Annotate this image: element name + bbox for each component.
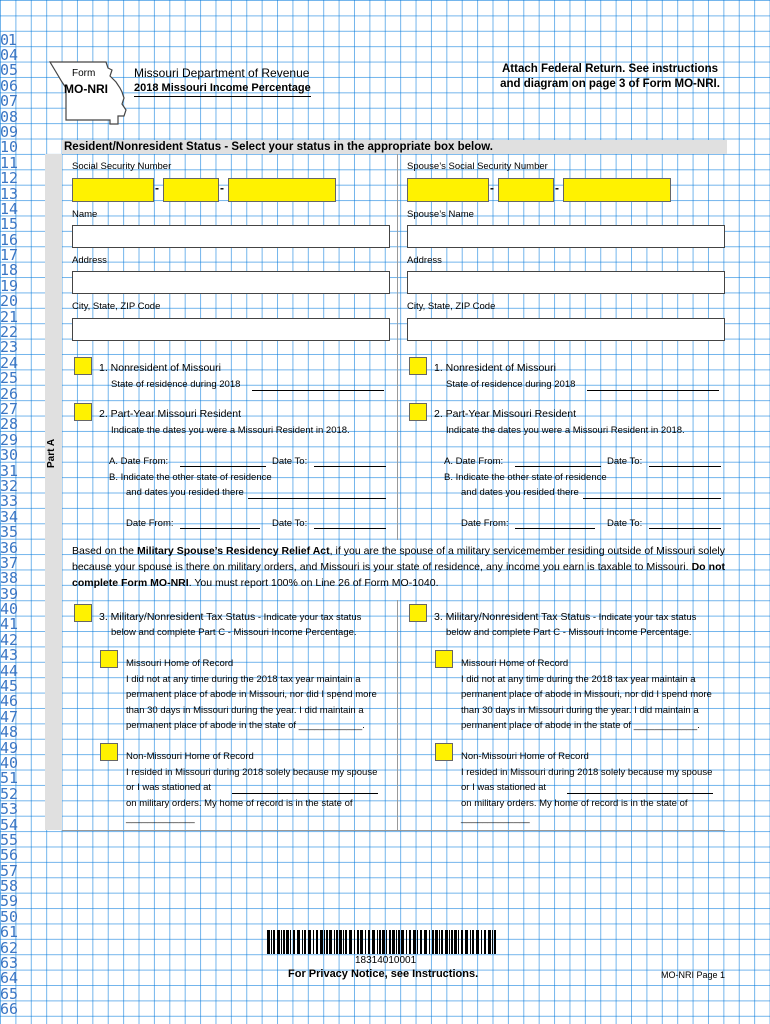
- spouse-b-dates-label: and dates you resided there: [461, 487, 579, 498]
- form-code: MO-NRI: [64, 82, 108, 96]
- ruler-number: 61: [0, 923, 19, 942]
- barcode-bar: [398, 930, 400, 954]
- missouri-home-line-4: permanent place of abode in the state of ____________.: [126, 720, 365, 731]
- spouse-military-status-rest: - Indicate your tax status: [590, 612, 697, 623]
- missouri-home-line-2: permanent place of abode in Missouri, nor did I spend more: [126, 689, 377, 700]
- ruler-number: 48: [0, 723, 19, 742]
- military-status-instruction: below and complete Part C - Missouri Income Percentage.: [111, 627, 357, 638]
- spouse-a-date-to-line[interactable]: [649, 466, 721, 467]
- left-ruler: [0, 48, 40, 1018]
- ruler-number: 34: [0, 507, 19, 526]
- spouse-non-missouri-home-line-4: _____________: [461, 813, 530, 824]
- barcode-bar: [372, 930, 375, 954]
- ruler-number: 53: [0, 800, 19, 819]
- spouse-a-date-from-line[interactable]: [515, 466, 601, 467]
- ruler-number: 13: [0, 184, 19, 203]
- spouse-part-year-instruction: Indicate the dates you were a Missouri Resident in 2018.: [446, 425, 685, 436]
- spouse-part-year-checkbox[interactable]: [409, 403, 427, 421]
- b-dates-label: and dates you resided there: [126, 487, 244, 498]
- barcode-bar: [345, 930, 347, 954]
- military-status-title: 3. Military/Nonresident Tax Status: [99, 611, 256, 623]
- missouri-home-title: Missouri Home of Record: [126, 658, 234, 669]
- barcode-bar: [329, 930, 332, 954]
- column-divider-lower: [397, 600, 398, 830]
- ruler-number: 46: [0, 692, 19, 711]
- missouri-home-line-1: I did not at any time during the 2018 tax year maintain a: [126, 674, 361, 685]
- city-field[interactable]: [72, 318, 390, 341]
- b-date-to-label: Date To:: [272, 518, 308, 529]
- ruler-number: 52: [0, 784, 19, 803]
- barcode-bar: [441, 930, 443, 954]
- non-missouri-home-line-1: I resided in Missouri during 2018 solely because my spouse: [126, 767, 378, 778]
- form-title: 2018 Missouri Income Percentage: [134, 82, 311, 97]
- barcode-bar: [377, 930, 378, 954]
- barcode-bar: [429, 930, 430, 954]
- ruler-number: 29: [0, 430, 19, 449]
- ruler-number: 14: [0, 199, 19, 218]
- barcode-bar: [283, 930, 285, 954]
- spouse-non-missouri-home-line-1: I resided in Missouri during 2018 solely because my spouse: [461, 767, 713, 778]
- spouse-b-date-to-label: Date To:: [607, 518, 643, 529]
- state-of-residence-label: State of residence during 2018: [111, 379, 241, 390]
- ruler-number: 40: [0, 753, 19, 772]
- ruler-number: 66: [0, 1000, 19, 1019]
- spouse-non-missouri-home-checkbox[interactable]: [435, 743, 453, 761]
- column-divider: [397, 154, 398, 540]
- part-a-sidebar: [45, 154, 62, 540]
- ruler-number: 63: [0, 954, 19, 973]
- ruler-number: 31: [0, 461, 19, 480]
- spouse-ssn-field-part1[interactable]: [407, 178, 489, 202]
- ruler-number: 07: [0, 92, 19, 111]
- spouse-a-date-from-label: A. Date From:: [444, 456, 504, 467]
- part-a-label: Part A: [46, 438, 57, 468]
- barcode-bar: [449, 930, 450, 954]
- spouse-b-other-state-label: B. Indicate the other state of residence: [444, 472, 607, 483]
- barcode-bar: [401, 930, 404, 954]
- ruler-number: 16: [0, 230, 19, 249]
- ruler-number: 28: [0, 415, 19, 434]
- barcode-bar: [293, 930, 295, 954]
- part-year-label: 2. Part-Year Missouri Resident: [99, 408, 242, 420]
- ruler-number: 12: [0, 169, 19, 188]
- a-date-from-label: A. Date From:: [109, 456, 169, 467]
- ssn-label: Social Security Number: [72, 161, 172, 172]
- status-section-header: Resident/Nonresident Status - Select your status in the appropriate box below.: [62, 140, 727, 154]
- missouri-home-checkbox[interactable]: [100, 650, 118, 668]
- barcode-bar: [320, 930, 323, 954]
- spouse-missouri-home-line-3: than 30 days in Missouri during the year. I did maintain a: [461, 705, 699, 716]
- spouse-b-date-from-line[interactable]: [515, 528, 595, 529]
- ruler-number: 17: [0, 246, 19, 265]
- barcode-bar: [492, 930, 493, 954]
- ssn-dash: -: [155, 181, 159, 195]
- ruler-number: 39: [0, 584, 19, 603]
- ruler-number: 25: [0, 369, 19, 388]
- barcode-bar: [413, 930, 416, 954]
- ruler-number: 44: [0, 661, 19, 680]
- ruler-number: 08: [0, 107, 19, 126]
- barcode-bar: [458, 930, 459, 954]
- military-status-rest: - Indicate your tax status: [255, 612, 362, 623]
- barcode-bar: [379, 930, 381, 954]
- barcode-bar: [494, 930, 496, 954]
- ruler-number: 59: [0, 892, 19, 911]
- ruler-number: 10: [0, 138, 19, 157]
- address-label: Address: [72, 255, 107, 266]
- ruler-number: 54: [0, 815, 19, 834]
- department-name: Missouri Department of Revenue: [134, 66, 310, 80]
- ruler-number: 15: [0, 215, 19, 234]
- barcode-bar: [420, 930, 422, 954]
- spouse-name-label: Spouse’s Name: [407, 209, 474, 220]
- spouse-non-missouri-home-line-3: on military orders. My home of record is in the state of: [461, 798, 688, 809]
- barcode-bar: [392, 930, 395, 954]
- a-date-to-line[interactable]: [314, 466, 386, 467]
- barcode-bar: [297, 930, 300, 954]
- barcode-bar: [308, 930, 311, 954]
- ruler-number: 37: [0, 553, 19, 572]
- nonresident-label: 1. Nonresident of Missouri: [99, 362, 221, 374]
- barcode-bar: [336, 930, 338, 954]
- barcode-bar: [409, 930, 411, 954]
- ruler-number: 43: [0, 646, 19, 665]
- name-label: Name: [72, 209, 98, 220]
- barcode-bar: [349, 930, 352, 954]
- ruler-number: 51: [0, 769, 19, 788]
- barcode-bar: [273, 930, 275, 954]
- barcode-bar: [389, 930, 391, 954]
- ruler-number: 36: [0, 538, 19, 557]
- spouse-missouri-home-line-1: I did not at any time during the 2018 tax year maintain a: [461, 674, 696, 685]
- barcode-bar: [324, 930, 325, 954]
- part-year-instruction: Indicate the dates you were a Missouri Resident in 2018.: [111, 425, 350, 436]
- barcode-bar: [313, 930, 314, 954]
- ssn-dash: -: [555, 181, 559, 195]
- b-date-from-label: Date From:: [126, 518, 174, 529]
- msrr-text-pre: Based on the: [72, 545, 137, 557]
- ruler-number: 32: [0, 476, 19, 495]
- barcode-bar: [354, 930, 355, 954]
- spouse-military-status-instruction: below and complete Part C - Missouri Income Percentage.: [446, 627, 692, 638]
- barcode-bar: [454, 930, 457, 954]
- ssn-field-part3[interactable]: [228, 178, 336, 202]
- spouse-military-status-title: 3. Military/Nonresident Tax Status: [434, 611, 591, 623]
- non-missouri-home-line-3: on military orders. My home of record is in the state of: [126, 798, 353, 809]
- b-other-state-label: B. Indicate the other state of residence: [109, 472, 272, 483]
- ruler-number: 19: [0, 276, 19, 295]
- spouse-nonresident-checkbox[interactable]: [409, 357, 427, 375]
- ruler-number: 47: [0, 707, 19, 726]
- ruler-number: 23: [0, 338, 19, 357]
- attach-line-1: Attach Federal Return. See instructions: [502, 63, 718, 75]
- ruler-number: 06: [0, 76, 19, 95]
- spouse-missouri-home-title: Missouri Home of Record: [461, 658, 569, 669]
- ruler-number: 11: [0, 153, 19, 172]
- name-field[interactable]: [72, 225, 390, 248]
- ruler-number: 62: [0, 938, 19, 957]
- barcode-number: 18314010001: [355, 955, 417, 966]
- ruler-number: 24: [0, 353, 19, 372]
- barcode-bar: [304, 930, 306, 954]
- spouse-state-of-residence-line[interactable]: [587, 390, 719, 391]
- ruler-number: 22: [0, 323, 19, 342]
- barcode-bar: [360, 930, 363, 954]
- ruler-number: 41: [0, 615, 19, 634]
- barcode-bar: [290, 930, 291, 954]
- msrr-do-not-complete: Do not complete Form MO-NRI: [72, 561, 725, 589]
- spouse-military-status-checkbox[interactable]: [409, 604, 427, 622]
- spouse-military-status-label: [434, 611, 696, 623]
- barcode-bar: [470, 930, 471, 954]
- spouse-b-date-to-line[interactable]: [649, 528, 721, 529]
- part-b-sidebar: [45, 540, 62, 830]
- spouse-missouri-home-line-2: permanent place of abode in Missouri, nor did I spend more: [461, 689, 712, 700]
- barcode-bar: [271, 930, 272, 954]
- non-missouri-home-line-2: or I was stationed at: [126, 782, 212, 793]
- ruler-number: 04: [0, 46, 19, 64]
- attach-instructions: [480, 62, 740, 92]
- barcode-bar: [481, 930, 482, 954]
- non-missouri-home-title: Non-Missouri Home of Record: [126, 751, 254, 762]
- top-ruler: [0, 0, 770, 48]
- ruler-number: 55: [0, 830, 19, 849]
- spouse-address-label: Address: [407, 255, 442, 266]
- barcode-bar: [302, 930, 303, 954]
- address-field[interactable]: [72, 271, 390, 294]
- barcode-bar: [386, 930, 387, 954]
- military-status-checkbox[interactable]: [74, 604, 92, 622]
- ruler-number: 33: [0, 492, 19, 511]
- barcode-bar: [339, 930, 342, 954]
- barcode-bar: [281, 930, 282, 954]
- barcode-bar: [476, 930, 479, 954]
- barcode-bar: [396, 930, 397, 954]
- ruler-number: 20: [0, 292, 19, 311]
- spouse-b-other-state-line[interactable]: [583, 498, 721, 499]
- spouse-city-label: City, State, ZIP Code: [407, 301, 496, 312]
- spouse-city-field[interactable]: [407, 318, 725, 341]
- ruler-number: 50: [0, 907, 19, 926]
- ruler-number: 26: [0, 384, 19, 403]
- barcode-bar: [382, 930, 385, 954]
- barcode-bar: [334, 930, 335, 954]
- spouse-ssn-field-part2[interactable]: [498, 178, 554, 202]
- barcode-bar: [445, 930, 448, 954]
- barcode-bar: [417, 930, 418, 954]
- spouse-nonresident-label: 1. Nonresident of Missouri: [434, 362, 556, 374]
- ruler-number: 64: [0, 969, 19, 988]
- barcode-bar: [424, 930, 427, 954]
- nonresident-checkbox[interactable]: [74, 357, 92, 375]
- spouse-non-missouri-home-title: Non-Missouri Home of Record: [461, 751, 589, 762]
- barcode-bar: [451, 930, 453, 954]
- ruler-number: 30: [0, 446, 19, 465]
- msrr-text-post: . You must report 100% on Line 26 of Form MO-1040.: [188, 577, 439, 589]
- ruler-number: 35: [0, 523, 19, 542]
- ssn-field-part2[interactable]: [163, 178, 219, 202]
- ruler-number: 38: [0, 569, 19, 588]
- non-missouri-home-line-4: _____________: [126, 813, 195, 824]
- msrr-paragraph: [72, 543, 725, 591]
- barcode-bar: [435, 930, 438, 954]
- ruler-number: 05: [0, 61, 19, 80]
- ruler-number: 09: [0, 122, 19, 141]
- spouse-a-date-to-label: Date To:: [607, 456, 643, 467]
- barcode-bar: [465, 930, 468, 954]
- barcode-bar: [406, 930, 407, 954]
- spouse-stationed-at-line[interactable]: [567, 793, 713, 794]
- barcode-bar: [461, 930, 463, 954]
- barcode-bar: [472, 930, 474, 954]
- barcode: [267, 930, 499, 954]
- stationed-at-line[interactable]: [232, 793, 378, 794]
- spouse-non-missouri-home-line-2: or I was stationed at: [461, 782, 547, 793]
- barcode-bar: [432, 930, 434, 954]
- msrr-text-mid: , if you are the spouse of a military servicemember residing outside of Missouri solely because your spouse is there on military orders, and Missouri is your state of residence, any income you earn is taxable to Missouri.: [72, 545, 725, 573]
- ruler-number: 57: [0, 861, 19, 880]
- ruler-number: 45: [0, 677, 19, 696]
- ssn-dash: -: [220, 181, 224, 195]
- ruler-number: 40: [0, 600, 19, 619]
- ruler-number: 27: [0, 399, 19, 418]
- barcode-bar: [365, 930, 366, 954]
- spouse-state-of-residence-label: State of residence during 2018: [446, 379, 576, 390]
- ruler-number: 42: [0, 630, 19, 649]
- ssn-field-part1[interactable]: [72, 178, 154, 202]
- barcode-bar: [277, 930, 280, 954]
- attach-line-2: and diagram on page 3 of Form MO-NRI.: [500, 78, 720, 90]
- page-number: MO-NRI Page 1: [661, 970, 726, 980]
- ruler-number: 65: [0, 984, 19, 1003]
- spouse-ssn-field-part3[interactable]: [563, 178, 671, 202]
- missouri-home-line-3: than 30 days in Missouri during the year. I did maintain a: [126, 705, 364, 716]
- form-label: Form: [72, 68, 96, 79]
- part-year-checkbox[interactable]: [74, 403, 92, 421]
- barcode-bar: [357, 930, 359, 954]
- spouse-b-date-from-label: Date From:: [461, 518, 509, 529]
- barcode-bar: [439, 930, 440, 954]
- ruler-number: 56: [0, 846, 19, 865]
- ruler-number: 58: [0, 877, 19, 896]
- ruler-number: 49: [0, 738, 19, 757]
- spouse-part-year-label: 2. Part-Year Missouri Resident: [434, 408, 577, 420]
- b-date-from-line[interactable]: [180, 528, 260, 529]
- barcode-bar: [484, 930, 486, 954]
- ruler-number: 21: [0, 307, 19, 326]
- military-status-label: [99, 611, 361, 623]
- spouse-missouri-home-checkbox[interactable]: [435, 650, 453, 668]
- state-of-residence-line[interactable]: [252, 390, 384, 391]
- barcode-bar: [267, 930, 270, 954]
- barcode-bar: [488, 930, 491, 954]
- a-date-to-label: Date To:: [272, 456, 308, 467]
- spouse-address-field[interactable]: [407, 271, 725, 294]
- ssn-dash: -: [490, 181, 494, 195]
- barcode-bar: [286, 930, 289, 954]
- a-date-from-line[interactable]: [180, 466, 266, 467]
- barcode-bar: [326, 930, 328, 954]
- non-missouri-home-checkbox[interactable]: [100, 743, 118, 761]
- city-label: City, State, ZIP Code: [72, 301, 161, 312]
- ruler-line-1: 01: [0, 31, 16, 48]
- barcode-bar: [316, 930, 318, 954]
- privacy-notice: For Privacy Notice, see Instructions.: [288, 968, 479, 980]
- b-other-state-line[interactable]: [248, 498, 386, 499]
- spouse-missouri-home-line-4: permanent place of abode in the state of ____________.: [461, 720, 700, 731]
- barcode-bar: [343, 930, 344, 954]
- barcode-bar: [368, 930, 370, 954]
- msrr-act-name: Military Spouse’s Residency Relief Act: [137, 545, 330, 557]
- b-date-to-line[interactable]: [314, 528, 386, 529]
- spouse-name-field[interactable]: [407, 225, 725, 248]
- ruler-number: 18: [0, 261, 19, 280]
- spouse-ssn-label: Spouse’s Social Security Number: [407, 161, 548, 172]
